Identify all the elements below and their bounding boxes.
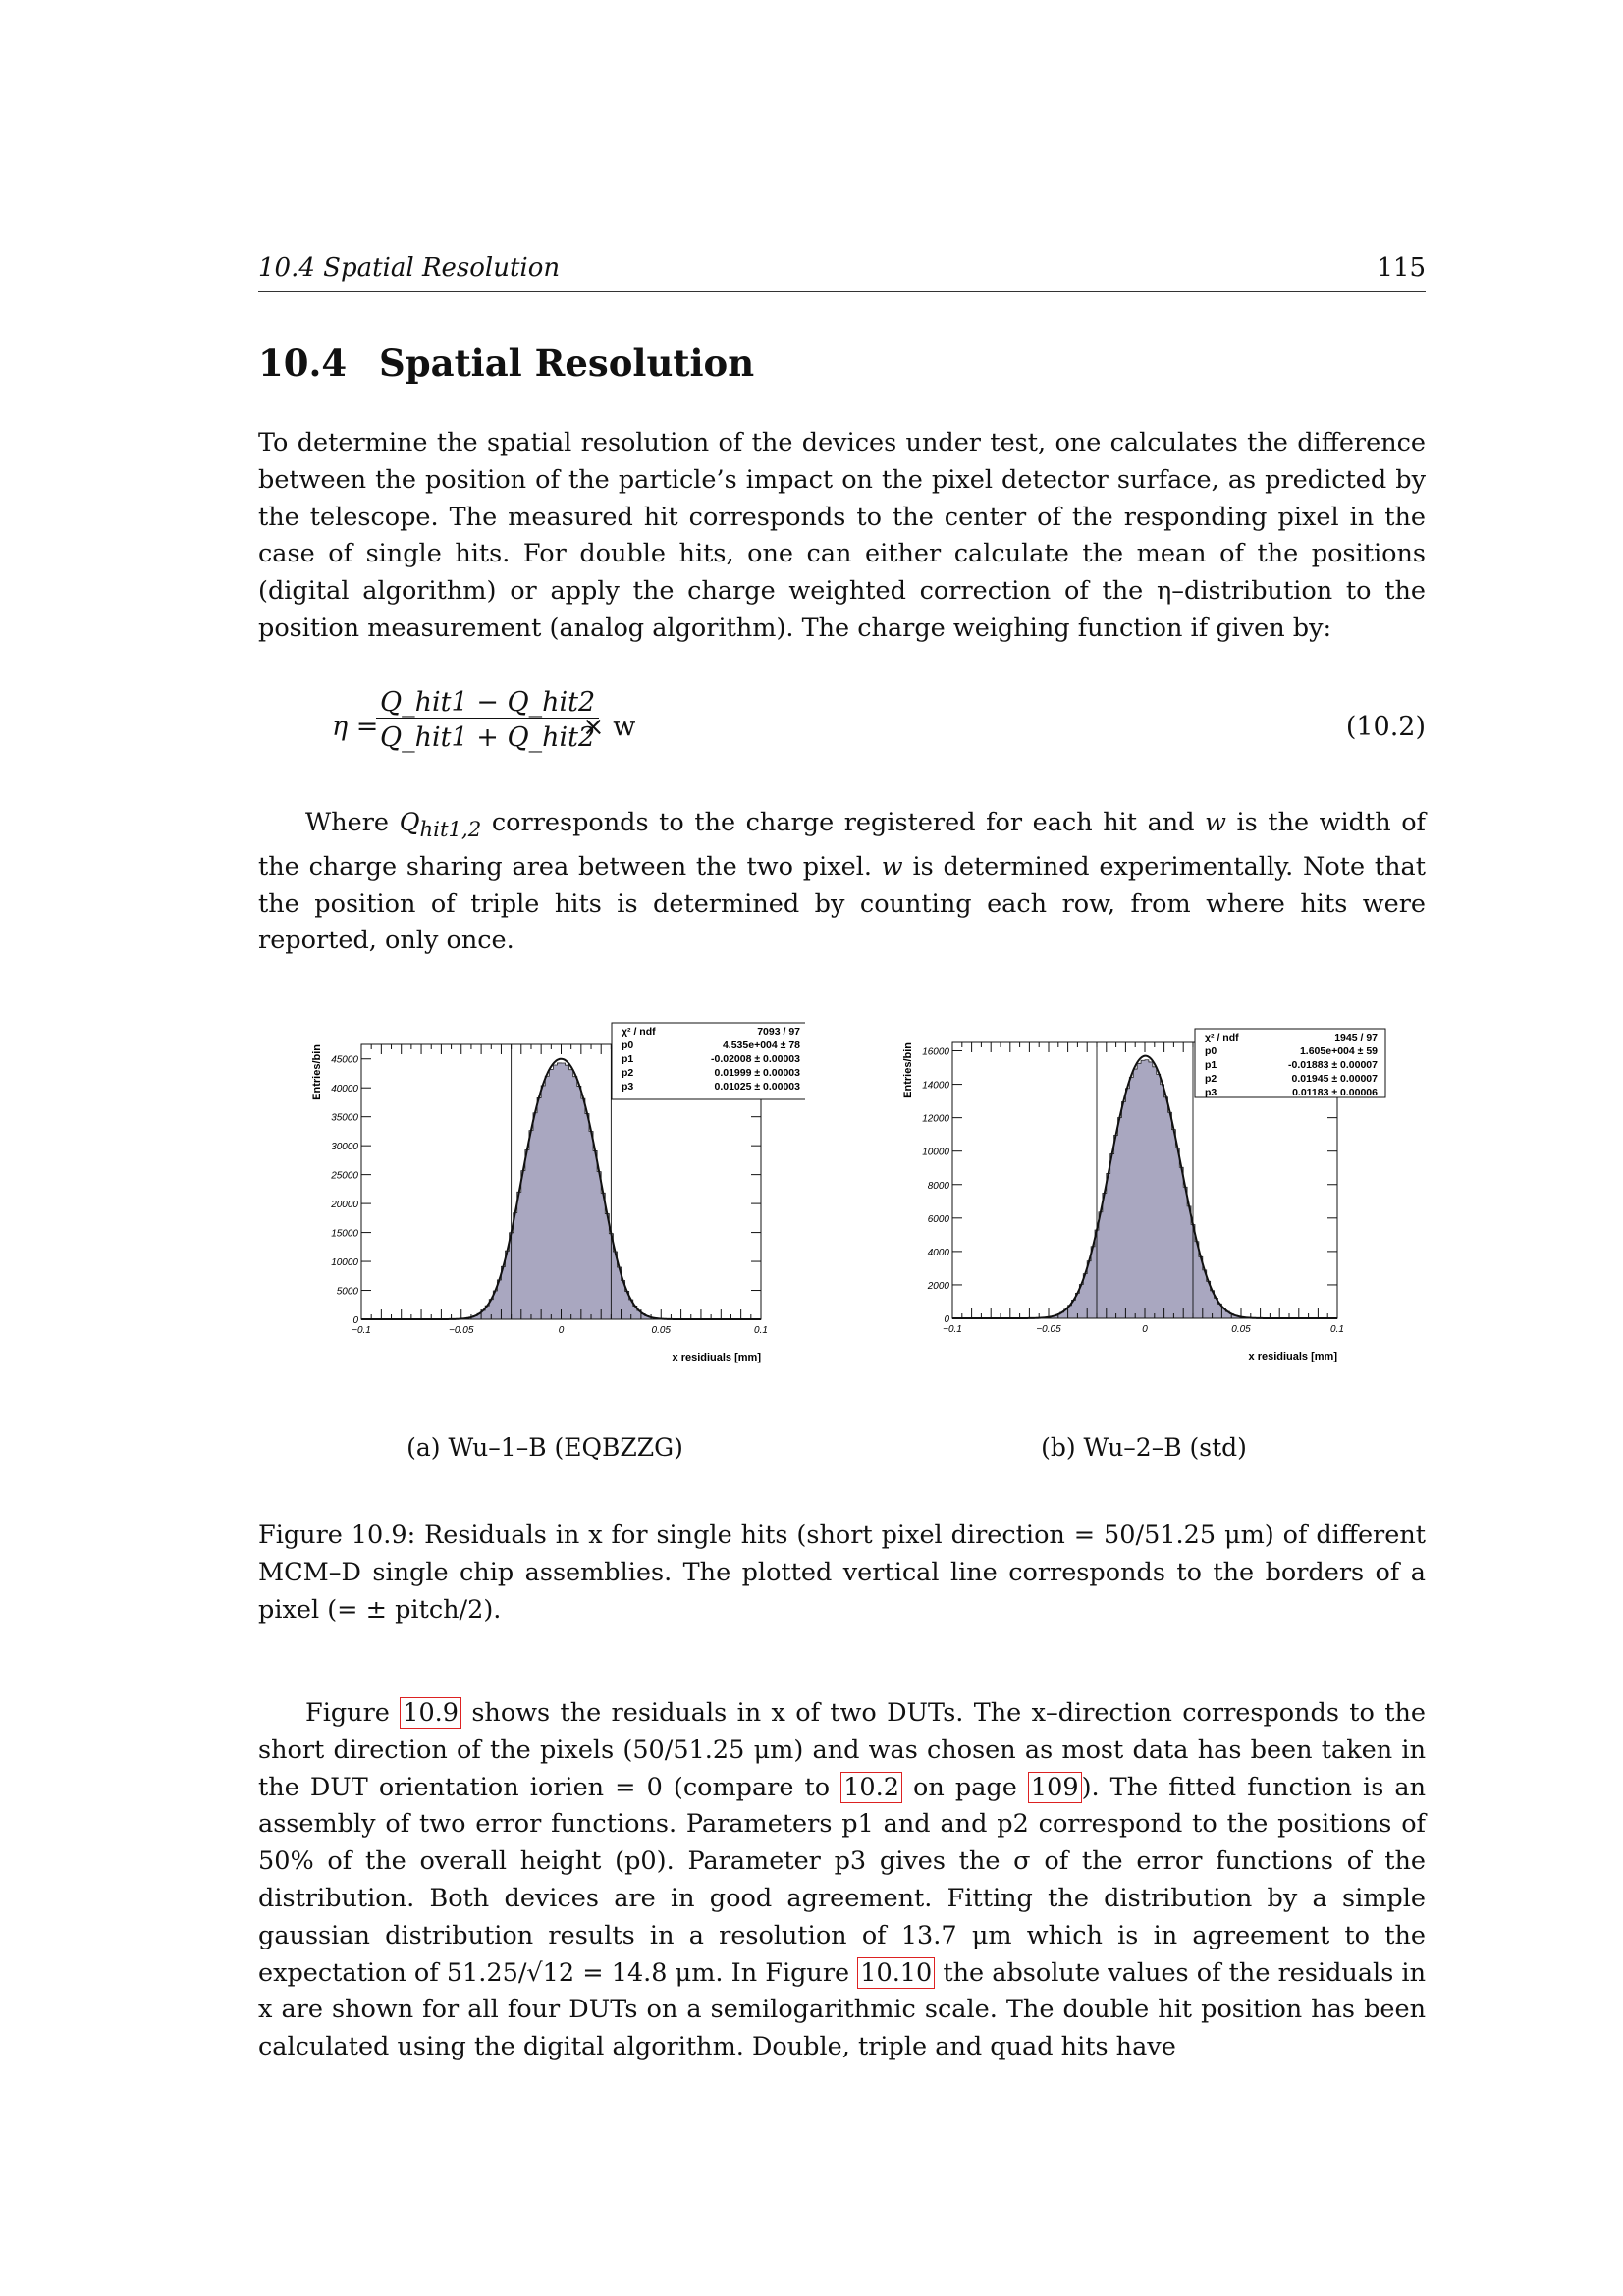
stats-value: 0.01999 ± 0.00003 <box>714 1067 800 1079</box>
y-tick-label: 20000 <box>331 1200 358 1211</box>
stats-value: 1945 / 97 <box>1334 1032 1378 1043</box>
x-tick-label: −0.1 <box>943 1324 962 1335</box>
y-tick-label: 10000 <box>331 1257 358 1269</box>
stats-label: p3 <box>622 1081 634 1093</box>
section-heading <box>258 342 754 385</box>
y-tick-label: 15000 <box>331 1228 358 1240</box>
stats-label: p0 <box>622 1040 634 1051</box>
x-axis-label: x residiuals [mm] <box>1248 1351 1337 1362</box>
paragraph-intro: To determine the spatial resolution of the devices under test, one calculates the difference between the position of the particle’s impact on the pixel detector surface, as predicted by the telescope. The measured hit corresponds to the center of the responding pixel in the case of single hits. For double hits, one can either calculate the mean of the positions (digital algorithm) or apply the charge weighted correction of the η–distribution to the position measurement (analog algorithm). The charge weighing function if given by: <box>258 428 1426 643</box>
stats-value: -0.01883 ± 0.00007 <box>1287 1059 1378 1071</box>
text: the absolute values of the residuals in x are shown for all four DUTs on a semilogarithmic scale. The double hit position has been calculated using the digital algorithm. Double, triple and quad hits have <box>258 1957 1426 2062</box>
histogram-bars <box>952 1060 1337 1318</box>
x-tick-label: −0.1 <box>352 1325 371 1336</box>
x-tick-label: 0.1 <box>754 1325 768 1336</box>
stats-label: p2 <box>1205 1073 1217 1085</box>
y-tick-label: 2000 <box>927 1280 949 1292</box>
eq-rhs: × w <box>582 712 636 742</box>
eq-fraction <box>376 687 599 753</box>
x-tick-label: 0.1 <box>1330 1324 1344 1335</box>
histogram-bars <box>361 1063 761 1319</box>
y-tick-label: 45000 <box>331 1054 358 1066</box>
histogram-wu2b <box>893 1021 1434 1374</box>
y-tick-label: 4000 <box>927 1247 949 1258</box>
y-axis-label: Entries/bin <box>902 1042 914 1098</box>
y-tick-label: 35000 <box>331 1112 358 1124</box>
stats-label: p1 <box>1205 1059 1217 1071</box>
subcaption-b: (b) Wu–2–B (std) <box>1041 1433 1247 1462</box>
y-tick-label: 40000 <box>331 1084 358 1095</box>
text: shows the residuals in x of two DUTs. The x–direction corresponds to the short direction of the pixels (50/51.25 μm) and was chosen as most data has been taken in the DUT orientation iorien = 0 (compare to <box>258 1698 1427 1802</box>
stats-label: χ² / ndf <box>622 1026 656 1038</box>
stats-value: 1.605e+004 ± 59 <box>1299 1045 1378 1057</box>
figure-caption: Figure 10.9: Residuals in x for single hits (short pixel direction = 50/51.25 μm) of different MCM–D single chip assemblies. The plotted vertical line corresponds to the borders of a pixel (= ± pitch/2). <box>258 1521 1426 1625</box>
page-link[interactable]: 109 <box>1028 1772 1082 1803</box>
equation-number: (10.2) <box>1345 712 1426 742</box>
x-axis-label: x residiuals [mm] <box>672 1352 761 1363</box>
header-section: 10.4 Spatial Resolution <box>258 253 561 283</box>
text: ). The fitted function is an assembly of two error functions. Parameters p1 and and p2 correspond to the positions of 50% of the overall height (p0). Parameter p3 gives the σ of the error functions of the distribution. Both devices are in good agreement. Fitting the distribution by a simple gaussian distribution results in a resolution of 13.7 μm which is in agreement to the expectation of 51.25/√12 = 14.8 μm. In Figure <box>258 1772 1426 1988</box>
text: corresponds to the charge registered for each hit and <box>481 808 1206 837</box>
running-header <box>258 253 1426 292</box>
stats-label: p1 <box>622 1053 634 1065</box>
y-tick-label: 14000 <box>922 1080 949 1092</box>
stats-label: χ² / ndf <box>1205 1032 1239 1043</box>
stats-value: 0.01025 ± 0.00003 <box>714 1081 800 1093</box>
y-tick-label: 30000 <box>331 1142 358 1153</box>
text: Figure <box>305 1698 401 1728</box>
y-tick-label: 8000 <box>927 1180 949 1192</box>
y-tick-label: 5000 <box>336 1286 358 1298</box>
stats-value: 7093 / 97 <box>757 1026 800 1038</box>
page-number: 115 <box>1377 253 1426 283</box>
y-tick-label: 0 <box>352 1315 358 1326</box>
y-tick-label: 16000 <box>922 1046 949 1058</box>
figure-link[interactable]: 10.9 <box>400 1697 461 1729</box>
subcaption-a: (a) Wu–1–B (EQBZZG) <box>406 1433 683 1462</box>
stats-label: p0 <box>1205 1045 1217 1057</box>
section-number: 10.4 <box>258 342 348 385</box>
stats-value: -0.02008 ± 0.00003 <box>710 1053 800 1065</box>
y-tick-label: 6000 <box>927 1213 949 1225</box>
stats-label: p3 <box>1205 1087 1217 1098</box>
text: on page <box>901 1772 1028 1802</box>
figure-link[interactable]: 10.10 <box>857 1957 935 1989</box>
math-q: Q <box>399 808 420 837</box>
stats-value: 0.01945 ± 0.00007 <box>1291 1073 1378 1085</box>
equation-10-2 <box>258 687 1426 775</box>
math-w: w <box>1205 808 1226 837</box>
y-tick-label: 12000 <box>922 1113 949 1125</box>
stats-label: p2 <box>622 1067 634 1079</box>
x-tick-label: 0.05 <box>1231 1324 1251 1335</box>
x-tick-label: −0.05 <box>1036 1324 1061 1335</box>
x-tick-label: 0 <box>1142 1324 1148 1335</box>
eq-denominator: Q_hit1 + Q_hit2 <box>380 722 596 753</box>
text: Where <box>305 808 400 837</box>
y-tick-label: 10000 <box>922 1147 949 1158</box>
x-tick-label: 0.05 <box>651 1325 671 1336</box>
math-sub: hit1,2 <box>419 818 482 843</box>
stats-value: 0.01183 ± 0.00006 <box>1292 1087 1378 1098</box>
stats-value: 4.535e+004 ± 78 <box>722 1040 800 1051</box>
x-tick-label: 0 <box>558 1325 565 1336</box>
section-title: Spatial Resolution <box>379 342 755 385</box>
y-tick-label: 25000 <box>331 1170 358 1182</box>
equation-link[interactable]: 10.2 <box>840 1772 902 1803</box>
y-axis-label: Entries/bin <box>311 1044 323 1100</box>
histogram-wu1b <box>285 1021 805 1374</box>
math-w: w <box>881 851 903 881</box>
paragraph-eta <box>258 805 1426 960</box>
x-tick-label: −0.05 <box>449 1325 474 1336</box>
y-tick-label: 0 <box>944 1314 949 1325</box>
text: is determined experimentally. Note that the position of triple hits is determined by counting each row, from where hits were reported, only once. <box>258 851 1426 956</box>
eq-numerator: Q_hit1 − Q_hit2 <box>376 687 599 719</box>
text: is the width of the charge sharing area between the two pixel. <box>258 808 1426 881</box>
eq-lhs: η = <box>332 712 379 742</box>
paragraph-discussion <box>258 1695 1426 2066</box>
